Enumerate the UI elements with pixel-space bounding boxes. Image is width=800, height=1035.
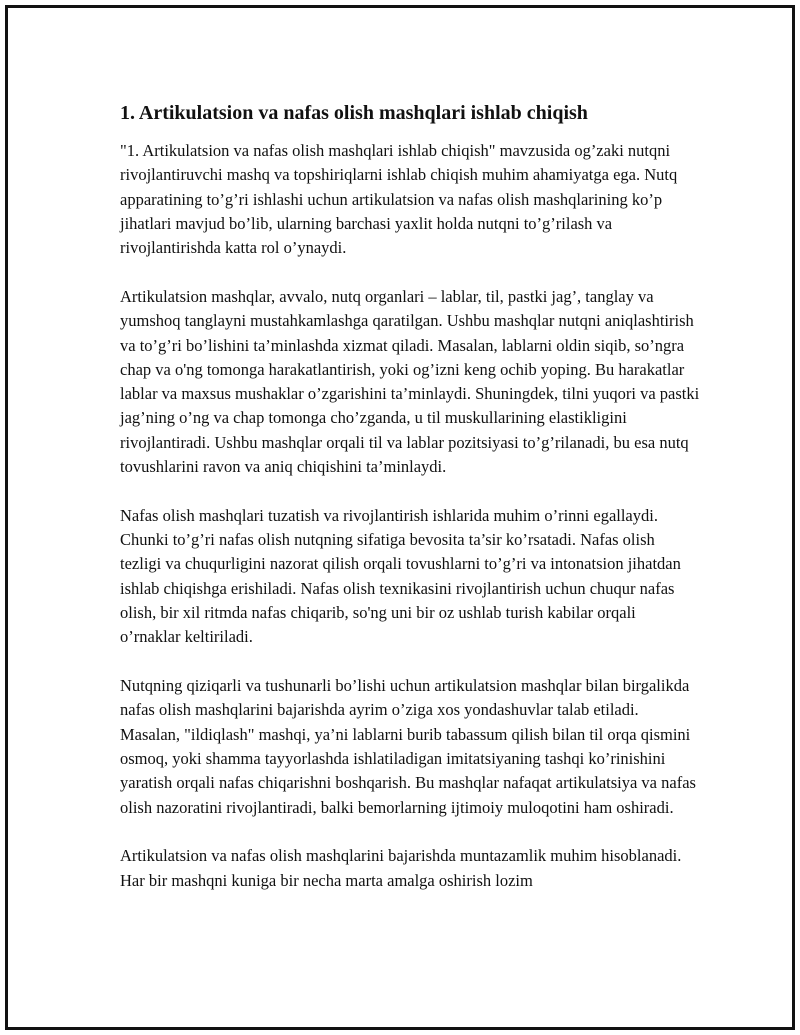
paragraph-combined-exercises: Nutqning qiziqarli va tushunarli bo’lishi uchun artikulatsion mashqlar bilan birgalikda nafas olish mashqlarini bajarishda ayrim o’ziga xos yondashuvlar talab etiladi. Masalan, "ildiqlash" mashqi, ya’ni lablarni burib tabassum qilish bilan til orqa qismini osmoq, yoki shamma tayyorlashda ishlatiladigan imitatsiyaning tashqi ko’rinishini yaratish orqali nafas chiqarishni boshqarish. Bu mashqlar nafaqat artikulatsiya va nafas olish nazoratini rivojlantiradi, balki bemorlarning ijtimoiy muloqotini ham oshiradi. [120,676,696,817]
document-body [120,100,700,918]
paragraph-breathing: Nafas olish mashqlari tuzatish va rivojlantirish ishlarida muhim o’rinni egallaydi. Chunki to’g’ri nafas olish nutqning sifatiga bevosita ta’sir ko’rsatadi. Nafas olish tezligi va chuqurligini nazorat qilish orqali tovushlarni to’g’ri va intonatsion jihatdan ishlab chiqishga erishiladi. Nafas olish texnikasini rivojlantirish uchun chuqur nafas olish, bir xil ritmda nafas chiqarib, so'ng uni bir oz ushlab turish kabilar orqali o’rnaklar keltiriladi. [120,505,681,647]
page-frame [5,5,795,1030]
section-heading: 1. Artikulatsion va nafas olish mashqlari ishlab chiqish [120,102,588,124]
paragraph-intro: "1. Artikulatsion va nafas olish mashqlari ishlab chiqish" mavzusida og’zaki nutqni rivojlantiruvchi mashq va topshiriqlarni ishlab chiqish muhim ahamiyatga ega. Nutq apparatining to’g’ri ishlashi uchun artikulatsion va nafas olish mashqlarining ko’p jihatlari mavjud bo’lib, ularning barchasi yaxlit holda nutqni to’g’rilash va rivojlantirishda katta rol o’ynaydi. [120,141,678,258]
paragraph-articulation: Artikulatsion mashqlar, avvalo, nutq organlari – lablar, til, pastki jag’, tanglay va yumshoq tanglayni mustahkamlashga qaratilgan. Ushbu mashqlar nutqni aniqlashtirish va to’g’ri bo’lishini ta’minlashda xizmat qiladi. Masalan, lablarni oldin siqib, so’ngra chap va o'ng tomonga harakatlantirish, yoki og’izni keng ochib yoping. Bu harakatlar lablar va maxsus mushaklar o’zgarishini ta’minlaydi. Shuningdek, tilni yuqori va pastki jag’ning o’ng va chap tomonga cho’zganda, u til muskullarining elastikligini rivojlantiradi. Ushbu mashqlar orqali til va lablar pozitsiyasi to’g’rilanadi, bu esa nutq tovushlarini ravon va aniq chiqishini ta’minlaydi. [120,286,700,477]
paragraph-regularity: Artikulatsion va nafas olish mashqlarini bajarishda muntazamlik muhim hisoblanadi. Har bir mashqni kuniga bir necha marta amalga oshirish lozim [120,846,682,890]
